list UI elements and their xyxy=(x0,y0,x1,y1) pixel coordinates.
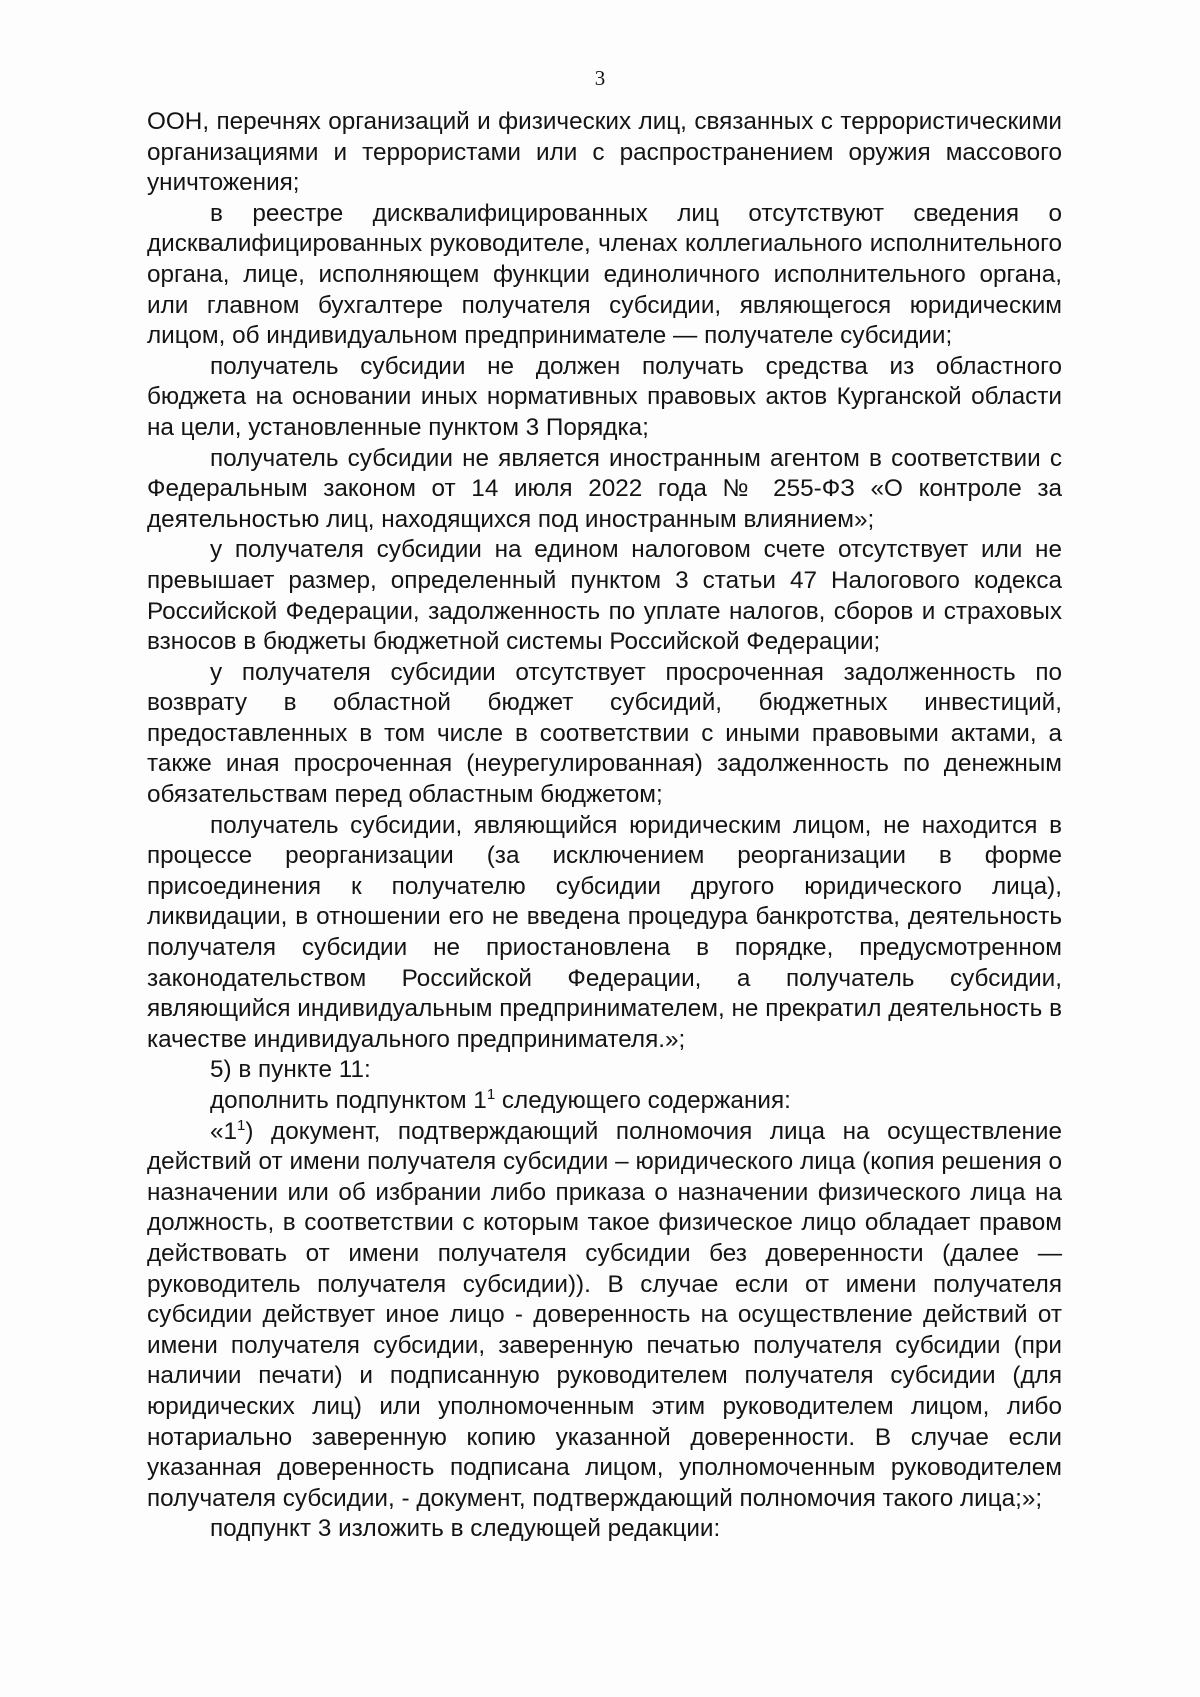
paragraph-2: в реестре дисквалифицированных лиц отсутствуют сведения о дисквалифицированных руководителе, членах коллегиального исполнительного органа, лице, исполняющем функции единоличного исполнительного органа, или главном бухгалтере получателя субсидии, являющегося юридическим лицом, об индивидуальном предпринимателе — получателе субсидии; xyxy=(147,199,1062,350)
document-body xyxy=(147,107,1062,1545)
quote-text-end: ) документ, подтверждающий полномочия лица на осуществление действий от имени получателя субсидии – юридического лица (копия решения о назначении или об избрании либо приказа о назначении физического лица на должность, в соответствии с которым такое физическое лицо обладает правом действовать от имени получателя субсидии без доверенности (далее — руководитель получателя субсидии)). В случае если от имени получателя субсидии действует иное лицо - доверенность на осуществление действий от имени получателя субсидии, заверенную печатью получателя субсидии (при наличии печати) и подписанную руководителем получателя субсидии (для юридических лиц) или уполномоченным этим руководителем лицом, либо нотариально заверенную копию указанной доверенности. В случае если указанная доверенность подписана лицом, уполномоченным руководителем получателя субсидии, - документ, подтверждающий полномочия такого лица;»; xyxy=(147,1117,1062,1512)
paragraph-4: получатель субсидии не является иностранным агентом в соответствии с Федеральным законом от 14 июля 2022 года № 255-ФЗ «О контроле за деятельностью лиц, находящихся под иностранным влиянием»; xyxy=(147,444,1062,533)
paragraph-8: 5) в пункте 11: xyxy=(210,1056,371,1084)
supplement-text-end: следующего содержания: xyxy=(495,1087,791,1114)
final-paragraph: подпункт 3 изложить в следующей редакции: xyxy=(210,1515,721,1543)
quote-superscript: 1 xyxy=(237,1116,246,1134)
quote-paragraph xyxy=(147,1117,1062,1515)
quote-text-start: «1 xyxy=(210,1117,238,1145)
supplement-paragraph xyxy=(147,1086,1062,1117)
paragraph-1: ООН, перечнях организаций и физических лиц, связанных с террористическими организациями и террористами или с распространением оружия массового уничтожения; xyxy=(147,108,1062,197)
paragraph-5: у получателя субсидии на едином налоговом счете отсутствует или не превышает размер, определенный пунктом 3 статьи 47 Налогового кодекса Российской Федерации, задолженность по уплате налогов, сборов и страховых взносов в бюджеты бюджетной системы Российской Федерации; xyxy=(147,536,1062,656)
page-number: 3 xyxy=(594,66,606,90)
paragraph-3: получатель субсидии не должен получать средства из областного бюджета на основании иных нормативных правовых актов Курганской области на цели, установленные пунктом 3 Порядка; xyxy=(147,352,1062,441)
supplement-text-start: дополнить подпунктом 1 xyxy=(210,1087,487,1114)
paragraph-6: у получателя субсидии отсутствует просроченная задолженность по возврату в областной бюджет субсидий, бюджетных инвестиций, предоставленных в том числе в соответствии с иными правовыми актами, а также иная просроченная (неурегулированная) задолженность по денежным обязательствам перед областным бюджетом; xyxy=(147,658,1062,809)
supplement-superscript: 1 xyxy=(486,1086,496,1103)
paragraph-7: получатель субсидии, являющийся юридическим лицом, не находится в процессе реорганизации (за исключением реорганизации в форме присоединения к получателю субсидии другого юридического лица), ликвидации, в отношении его не введена процедура банкротства, деятельность получателя субсидии не приостановлена в порядке, предусмотренном законодательством Российской Федерации, а получатель субсидии, являющийся индивидуальным предпринимателем, не прекратил деятельность в качестве индивидуального предпринимателя.»; xyxy=(147,811,1062,1053)
